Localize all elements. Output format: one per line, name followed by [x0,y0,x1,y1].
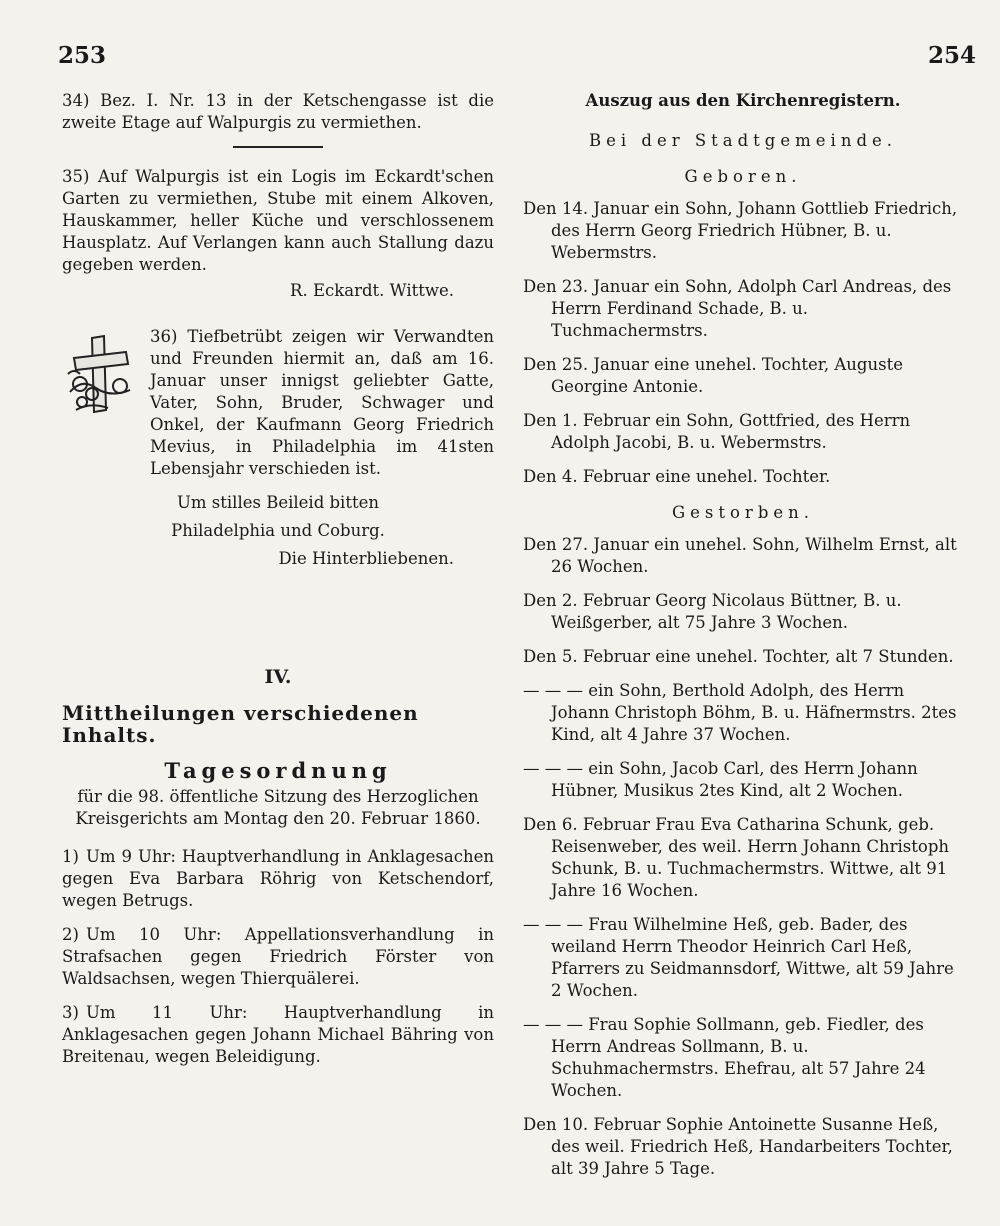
agenda-item [62,846,494,912]
agenda-item-text: Um 9 Uhr: Hauptverhandlung in Anklagesachen gegen Eva Barbara Röhrig von Ketschendorf, wegen Betrugs. [62,847,494,910]
register-title: Auszug aus den Kirchenregistern. [585,91,901,110]
died-entry: Den 5. Februar eine unehel. Tochter, alt 7 Stunden. [523,647,954,666]
agenda-list [62,846,494,1068]
died-entry: Den 10. Februar Sophie Antoinette Susanne Heß, des weil. Friedrich Heß, Handarbeiters Tochter, alt 39 Jahre 5 Tage. [523,1115,953,1178]
agenda-subtitle: für die 98. öffentliche Sitzung des Herzoglichen Kreisgerichts am Montag den 20. Februar 1860. [75,787,481,828]
section-title: Mittheilungen verschiedenen Inhalts. [62,701,419,747]
died-entry: Den 27. Januar ein unehel. Sohn, Wilhelm Ernst, alt 26 Wochen. [523,535,957,576]
born-list [523,198,963,488]
memorial-cross-icon [62,328,144,418]
section-number: IV. [264,666,292,688]
born-entry: Den 14. Januar ein Sohn, Johann Gottlieb Friedrich, des Herrn Georg Friedrich Hübner, B. u. Webermstrs. [523,199,958,262]
died-entry: — — — ein Sohn, Berthold Adolph, des Herrn Johann Christoph Böhm, B. u. Häfnermstrs. 2tes Kind, alt 4 Jahre 37 Wochen. [523,681,957,744]
parish-heading: Bei der Stadtgemeinde. [588,131,898,150]
died-entry: — — — ein Sohn, Jacob Carl, des Herrn Johann Hübner, Musikus 2tes Kind, alt 2 Wochen. [523,759,918,800]
page-number-right: 254 [928,42,977,69]
born-entry: Den 25. Januar eine unehel. Tochter, Auguste Georgine Antonie. [523,355,903,396]
died-entry: Den 6. Februar Frau Eva Catharina Schunk, geb. Reisenweber, des weil. Herrn Johann Christoph Schunk, B. u. Tuchmachermstrs. Wittwe, alt 91 Jahre 16 Wochen. [523,815,950,900]
obituary-signature: Die Hinterbliebenen. [278,549,454,568]
died-list [523,534,963,1180]
obituary-places: Philadelphia und Coburg. [171,521,385,540]
died-entry: Den 2. Februar Georg Nicolaus Büttner, B. u. Weißgerber, alt 75 Jahre 3 Wochen. [523,591,902,632]
died-entry: — — — Frau Wilhelmine Heß, geb. Bader, des weiland Herrn Theodor Heinrich Carl Heß, Pfarrers zu Seidmannsdorf, Wittwe, alt 59 Jahre 2 Wochen. [523,915,954,1000]
agenda-item-text: Um 11 Uhr: Hauptverhandlung in Anklagesachen gegen Johann Michael Bähring von Breitenau, wegen Beleidigung. [62,1003,494,1066]
born-entry: Den 1. Februar ein Sohn, Gottfried, des Herrn Adolph Jacobi, B. u. Webermstrs. [523,411,911,452]
advert-35-signature: R. Eckardt. Wittwe. [290,281,454,300]
advert-35: 35) Auf Walpurgis ist ein Logis im Eckardt'schen Garten zu vermiethen, Stube mit einem Alkoven, Hauskammer, heller Küche und verschlossenem Hausplatz. Auf Verlangen kann auch Stallung dazu gegeben werden. [62,167,494,274]
died-heading: Gestorben. [671,503,815,522]
agenda-item-number: 1) [62,847,79,866]
agenda-item-number: 2) [62,925,79,944]
agenda-title: Tagesordnung [164,758,392,783]
left-column [62,90,494,1080]
divider [233,146,323,148]
right-column [523,90,963,1192]
born-entry: Den 23. Januar ein Sohn, Adolph Carl Andreas, des Herrn Ferdinand Schade, B. u. Tuchmachermstrs. [523,277,952,340]
born-entry: Den 4. Februar eine unehel. Tochter. [523,467,831,486]
born-heading: Geboren. [684,167,802,186]
obituary-text: 36) Tiefbetrübt zeigen wir Verwandten und Freunden hiermit an, daß am 16. Januar unser innigst geliebter Gatte, Vater, Sohn, Bruder, Schwager und Onkel, der Kaufmann Georg Friedrich Mevius, in Philadelphia im 41sten Lebensjahr verschieden ist. [150,327,494,478]
advert-34: 34) Bez. I. Nr. 13 in der Ketschengasse ist die zweite Etage auf Walpurgis zu vermiethen. [62,91,494,132]
page-number-left: 253 [58,42,107,69]
agenda-item-text: Um 10 Uhr: Appellationsverhandlung in Strafsachen gegen Friedrich Förster von Waldsachsen, wegen Thierquälerei. [62,925,494,988]
agenda-item [62,1002,494,1068]
died-entry: — — — Frau Sophie Sollmann, geb. Fiedler, des Herrn Andreas Sollmann, B. u. Schuhmachermstrs. Ehefrau, alt 57 Jahre 24 Wochen. [523,1015,926,1100]
agenda-item [62,924,494,990]
obituary-request: Um stilles Beileid bitten [177,493,379,512]
agenda-item-number: 3) [62,1003,79,1022]
obituary-notice [62,326,494,480]
